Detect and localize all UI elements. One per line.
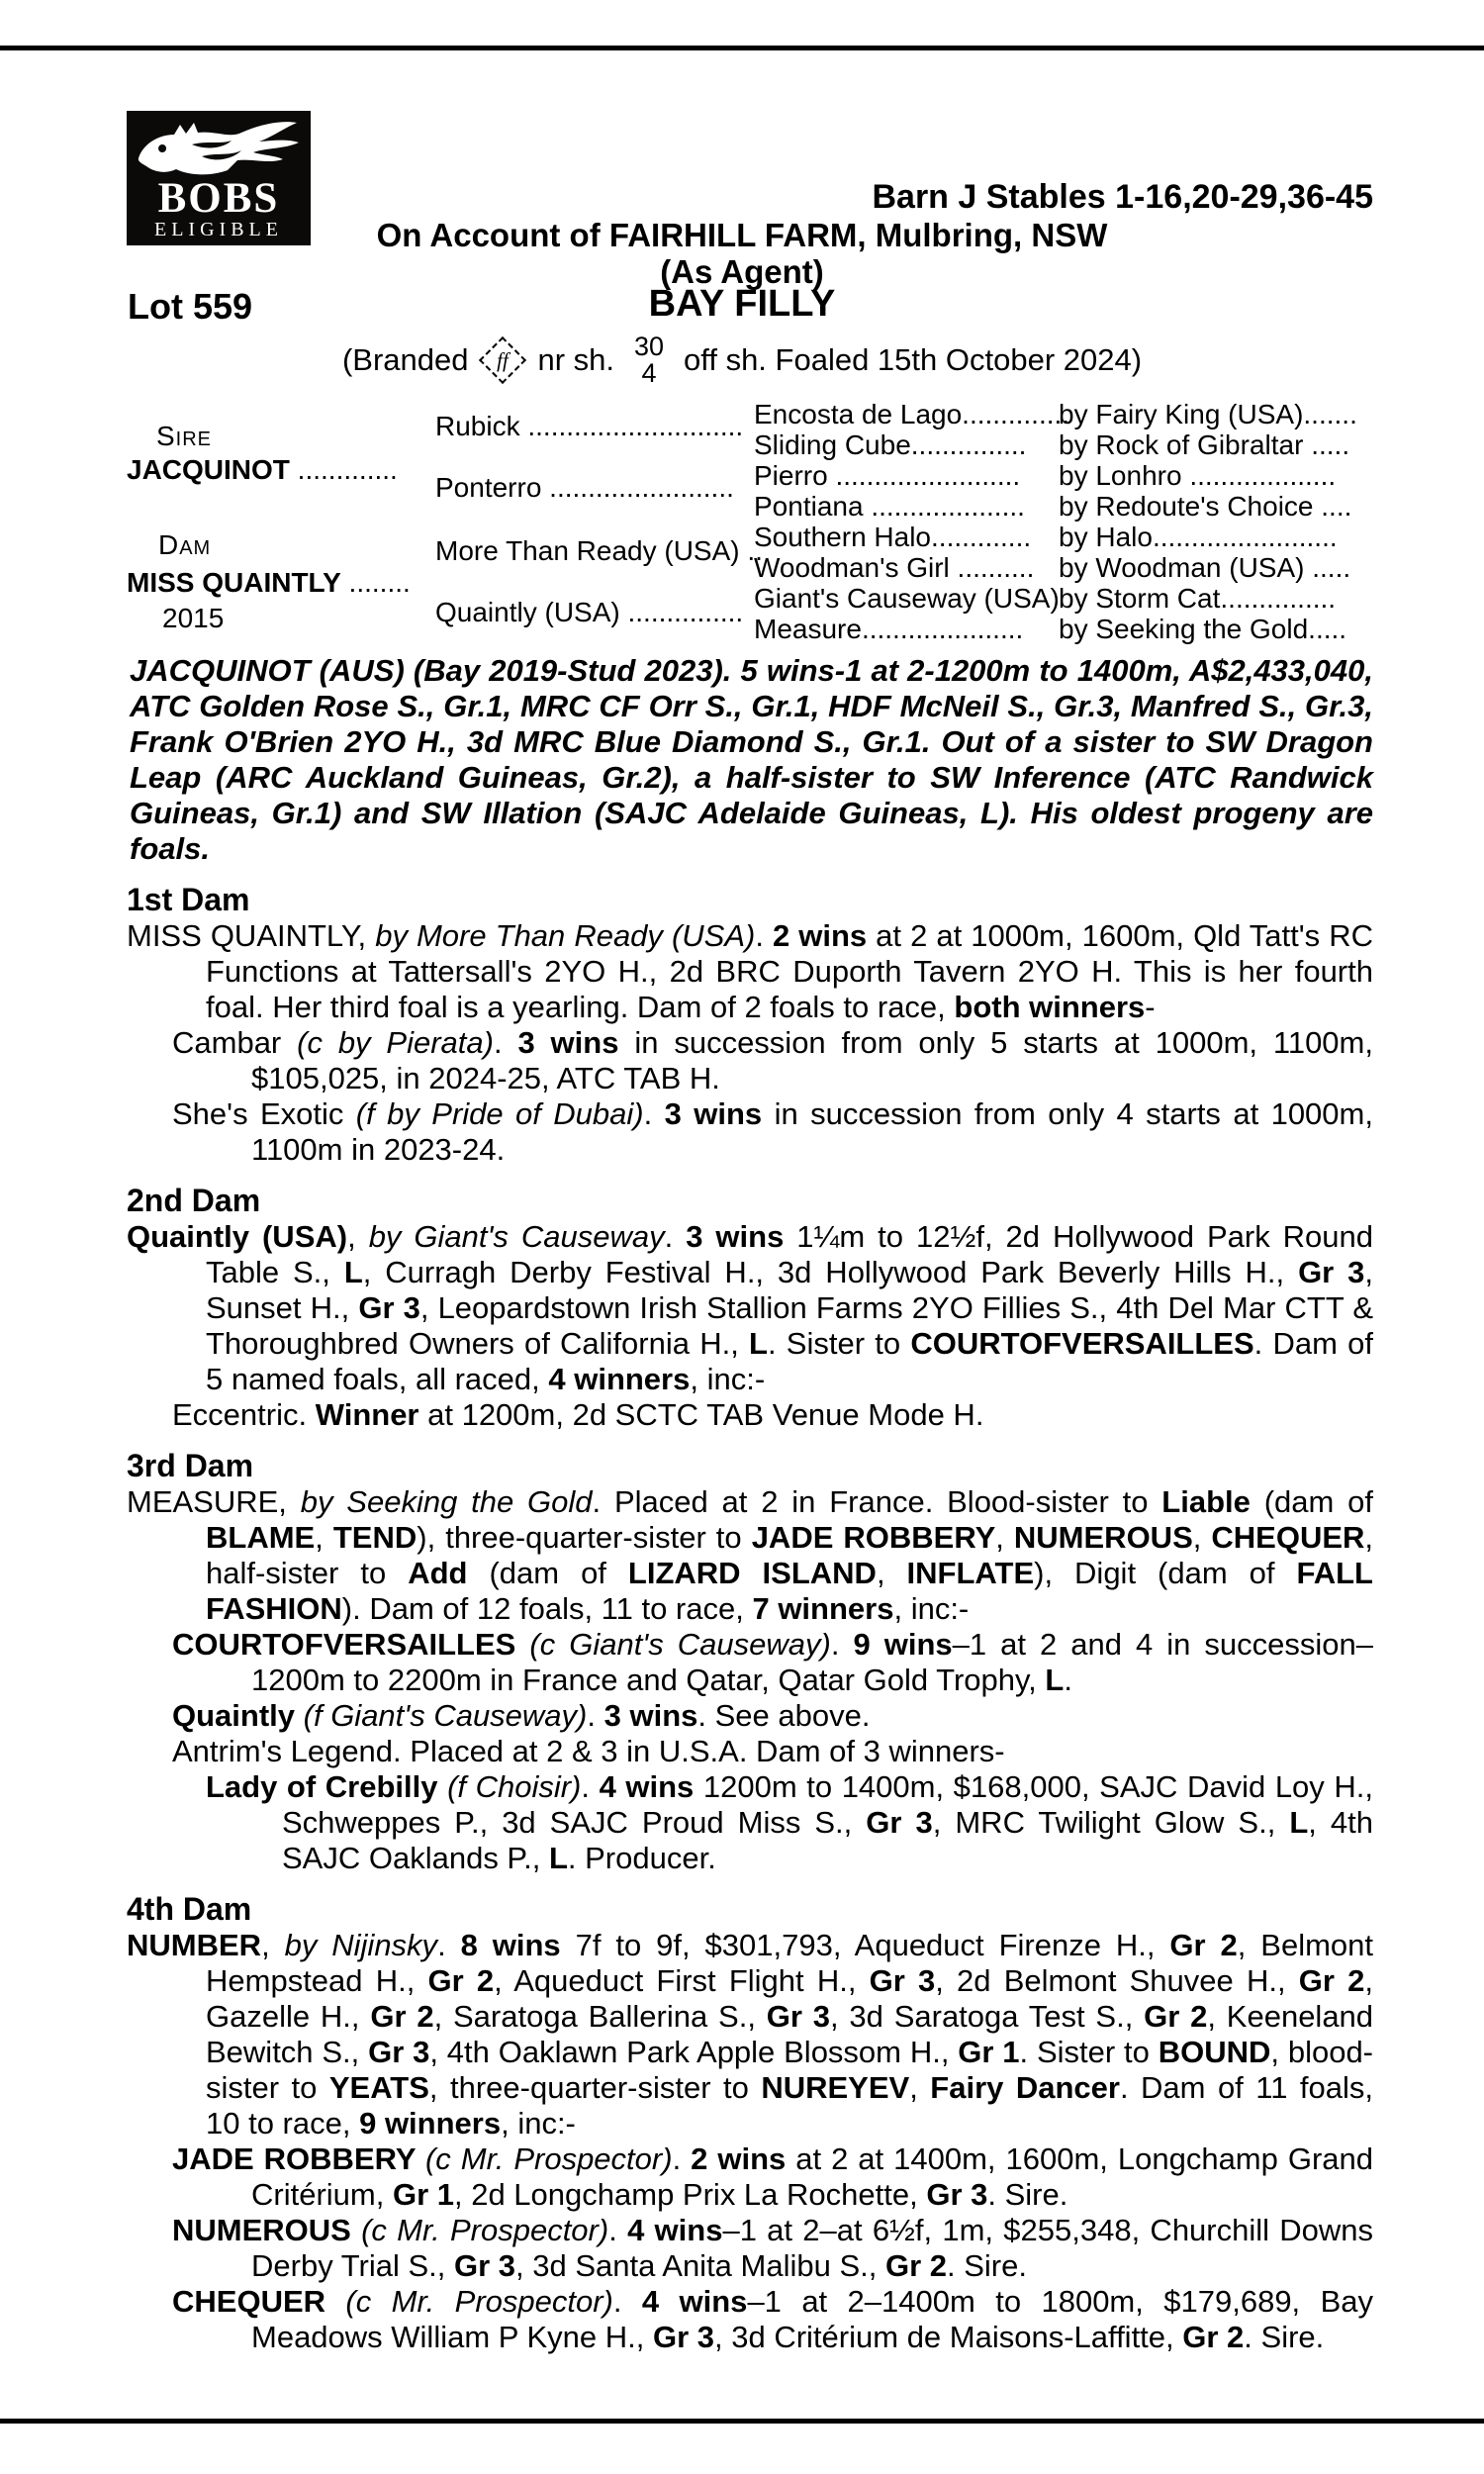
sire-performance-note: JACQUINOT (AUS) (Bay 2019-Stud 2023). 5 wins-1 at 2-1200m to 1400m, A$2,433,040, ATC Golden Rose S., Gr.1, MRC CF Orr S., Gr.1, HDF McNeil S., Gr.3, Manfred S., Gr.3, Frank O'Brien 2YO H., 3d MRC Blue Diamond S., Gr.1. Out of a sister to SW Dragon Leap (ARC Auckland Guineas, Gr.2), a half-sister to SW Inference (ATC Randwick Guineas, Gr.1) and SW Illation (SAJC Adelaide Guineas, L). His oldest progeny are foals. <box>130 653 1373 866</box>
foal-record-shes-exotic: She's Exotic (f by Pride of Dubai). 3 wins in succession from only 4 starts at 1000m, 1100m in 2023-24. <box>172 1096 1373 1167</box>
brand-initials: ff <box>497 347 510 372</box>
pedigree-gen2-dam-sire: More Than Ready (USA) .. <box>435 535 763 566</box>
lot-number: Lot 559 <box>128 286 253 327</box>
pedigree-gen2-sire-dam: Ponterro ........................ <box>435 472 734 503</box>
horse-head-icon <box>133 115 305 176</box>
brand-number-bottom: 4 <box>641 358 657 388</box>
pedigree-table <box>127 400 1375 649</box>
foal-record-antrims-legend: Antrim's Legend. Placed at 2 & 3 in U.S.A. Dam of 3 winners- <box>172 1734 1005 1768</box>
third-dam-record: MEASURE, by Seeking the Gold. Placed at 2 in France. Blood-sister to Liable (dam of BLAME, TEND), three-quarter-sister to JADE ROBBERY, NUMEROUS, CHEQUER, half-sister to Add (dam of LIZARD ISLAND, INFLATE), Digit (dam of FALL FASHION). Dam of 12 foals, 11 to race, 7 winners, inc:- <box>127 1484 1374 1626</box>
catalogue-body <box>127 653 1373 2355</box>
foal-record-jade-robbery: JADE ROBBERY (c Mr. Prospector). 2 wins at 2 at 1400m, 1600m, Longchamp Grand Critérium, Gr 1, 2d Longchamp Prix La Rochette, Gr 3. Sire. <box>172 2141 1373 2212</box>
pedigree-gen3-row2: Pierro ........................ <box>754 460 1021 491</box>
pedigree-gen4-row4: by Halo........................ <box>1059 522 1338 552</box>
foal-record-eccentric: Eccentric. Winner at 1200m, 2d SCTC TAB Venue Mode H. <box>172 1397 984 1432</box>
logo-text-bobs: BOBS <box>157 175 280 222</box>
pedigree-gen4-row1: by Rock of Gibraltar ..... <box>1059 429 1350 460</box>
barn-allocation: Barn J Stables 1-16,20-29,36-45 <box>872 178 1373 216</box>
pedigree-gen4-row2: by Lonhro ................... <box>1059 460 1337 491</box>
pedigree-gen2-dam-dam: Quaintly (USA) ............... <box>435 597 744 627</box>
heading-3rd-dam: 3rd Dam <box>127 1448 254 1483</box>
horse-title: BAY FILLY <box>648 283 836 325</box>
heading-1st-dam: 1st Dam <box>127 882 250 917</box>
brand-diamond-icon <box>479 336 526 384</box>
pedigree-gen3-row0: Encosta de Lago.............. <box>754 399 1070 429</box>
pedigree-gen3-row3: Pontiana .................... <box>754 491 1025 522</box>
foal-record-cambar: Cambar (c by Pierata). 3 wins in succession from only 5 starts at 1000m, 1100m, $105,025, in 2024-25, ATC TAB H. <box>172 1025 1373 1095</box>
heading-4th-dam: 4th Dam <box>127 1891 252 1927</box>
pedigree-gen2-sire-sire: Rubick ............................ <box>435 411 744 441</box>
fourth-dam-record: NUMBER, by Nijinsky. 8 wins 7f to 9f, $301,793, Aqueduct Firenze H., Gr 2, Belmont Hempstead H., Gr 2, Aqueduct First Flight H., Gr 3, 2d Belmont Shuvee H., Gr 2, Gazelle H., Gr 2, Saratoga Ballerina S., Gr 3, 3d Saratoga Test S., Gr 2, Keeneland Bewitch S., Gr 3, 4th Oaklawn Park Apple Blossom H., Gr 1. Sister to BOUND, blood-sister to YEATS, three-quarter-sister to NUREYEV, Fairy Dancer. Dam of 11 foals, 10 to race, 9 winners, inc:- <box>127 1928 1374 2141</box>
dam-year: 2015 <box>162 603 225 633</box>
pedigree-gen4-row6: by Storm Cat............... <box>1059 583 1337 614</box>
pedigree-gen4-row0: by Fairy King (USA)....... <box>1059 399 1357 429</box>
foal-record-courtofversailles: COURTOFVERSAILLES (c Giant's Causeway). 9 wins–1 at 2 and 4 in succession–1200m to 2200m in France and Qatar, Qatar Gold Trophy, L. <box>172 1627 1373 1697</box>
foal-record-quaintly: Quaintly (f Giant's Causeway). 3 wins. See above. <box>172 1698 871 1733</box>
pedigree-gen3-row7: Measure..................... <box>754 614 1024 644</box>
brand-number-top: 30 <box>634 332 665 361</box>
pedigree-gen4-row3: by Redoute's Choice .... <box>1059 491 1352 522</box>
pedigree-gen3-row1: Sliding Cube............... <box>754 429 1027 460</box>
pedigree-gen3-row6: Giant's Causeway (USA) <box>754 583 1060 614</box>
pedigree-gen4-row7: by Seeking the Gold..... <box>1059 614 1347 644</box>
branded-suffix: off sh. Foaled 15th October 2024) <box>684 342 1143 377</box>
logo-text-eligible: ELIGIBLE <box>154 219 283 240</box>
first-dam-record: MISS QUAINTLY, by More Than Ready (USA). 2 wins at 2 at 1000m, 1600m, Qld Tatt's RC Functions at Tattersall's 2YO H., 2d BRC Duporth Tavern 2YO H. This is her fourth foal. Her third foal is a yearling. Dam of 2 foals to race, both winners- <box>127 918 1373 1024</box>
branding-line <box>0 323 1484 398</box>
dam-name: MISS QUAINTLY ........ <box>127 567 411 598</box>
sire-name: JACQUINOT ............. <box>127 454 398 485</box>
top-rule <box>0 46 1484 50</box>
near-shoulder-label: nr sh. <box>537 342 614 377</box>
bottom-rule <box>0 2419 1484 2424</box>
second-dam-record: Quaintly (USA), by Giant's Causeway. 3 wins 1¼m to 12½f, 2d Hollywood Park Round Table S., L, Curragh Derby Festival H., 3d Hollywood Park Beverly Hills H., Gr 3, Sunset H., Gr 3, Leopardstown Irish Stallion Farms 2YO Fillies S., 4th Del Mar CTT & Thoroughbred Owners of California H., L. Sister to COURTOFVERSAILLES. Dam of 5 named foals, all raced, 4 winners, inc:- <box>127 1219 1374 1396</box>
brand-number <box>634 333 664 387</box>
sire-label: Sire <box>156 421 213 451</box>
foal-record-lady-of-crebilly: Lady of Crebilly (f Choisir). 4 wins 1200m to 1400m, $168,000, SAJC David Loy H., Schweppes P., 3d SAJC Proud Miss S., Gr 3, MRC Twilight Glow S., L, 4th SAJC Oaklands P., L. Producer. <box>206 1769 1373 1875</box>
pedigree-gen3-row5: Woodman's Girl .......... <box>754 552 1035 583</box>
heading-2nd-dam: 2nd Dam <box>127 1183 261 1218</box>
branded-prefix: (Branded <box>341 342 469 377</box>
as-agent-line: (As Agent) <box>660 253 824 290</box>
foal-record-chequer: CHEQUER (c Mr. Prospector). 4 wins–1 at 2–1400m to 1800m, $179,689, Bay Meadows William P Kyne H., Gr 3, 3d Critérium de Maisons-Laffitte, Gr 2. Sire. <box>172 2284 1373 2354</box>
dam-label: Dam <box>158 529 212 560</box>
pedigree-gen3-row4: Southern Halo............. <box>754 522 1032 552</box>
pedigree-gen4-row5: by Woodman (USA) ..... <box>1059 552 1351 583</box>
vendor-account-line: On Account of FAIRHILL FARM, Mulbring, NSW <box>376 217 1108 253</box>
foal-record-numerous: NUMEROUS (c Mr. Prospector). 4 wins–1 at 2–at 6½f, 1m, $255,348, Churchill Downs Derby Trial S., Gr 3, 3d Santa Anita Malibu S., Gr 2. Sire. <box>172 2213 1374 2283</box>
